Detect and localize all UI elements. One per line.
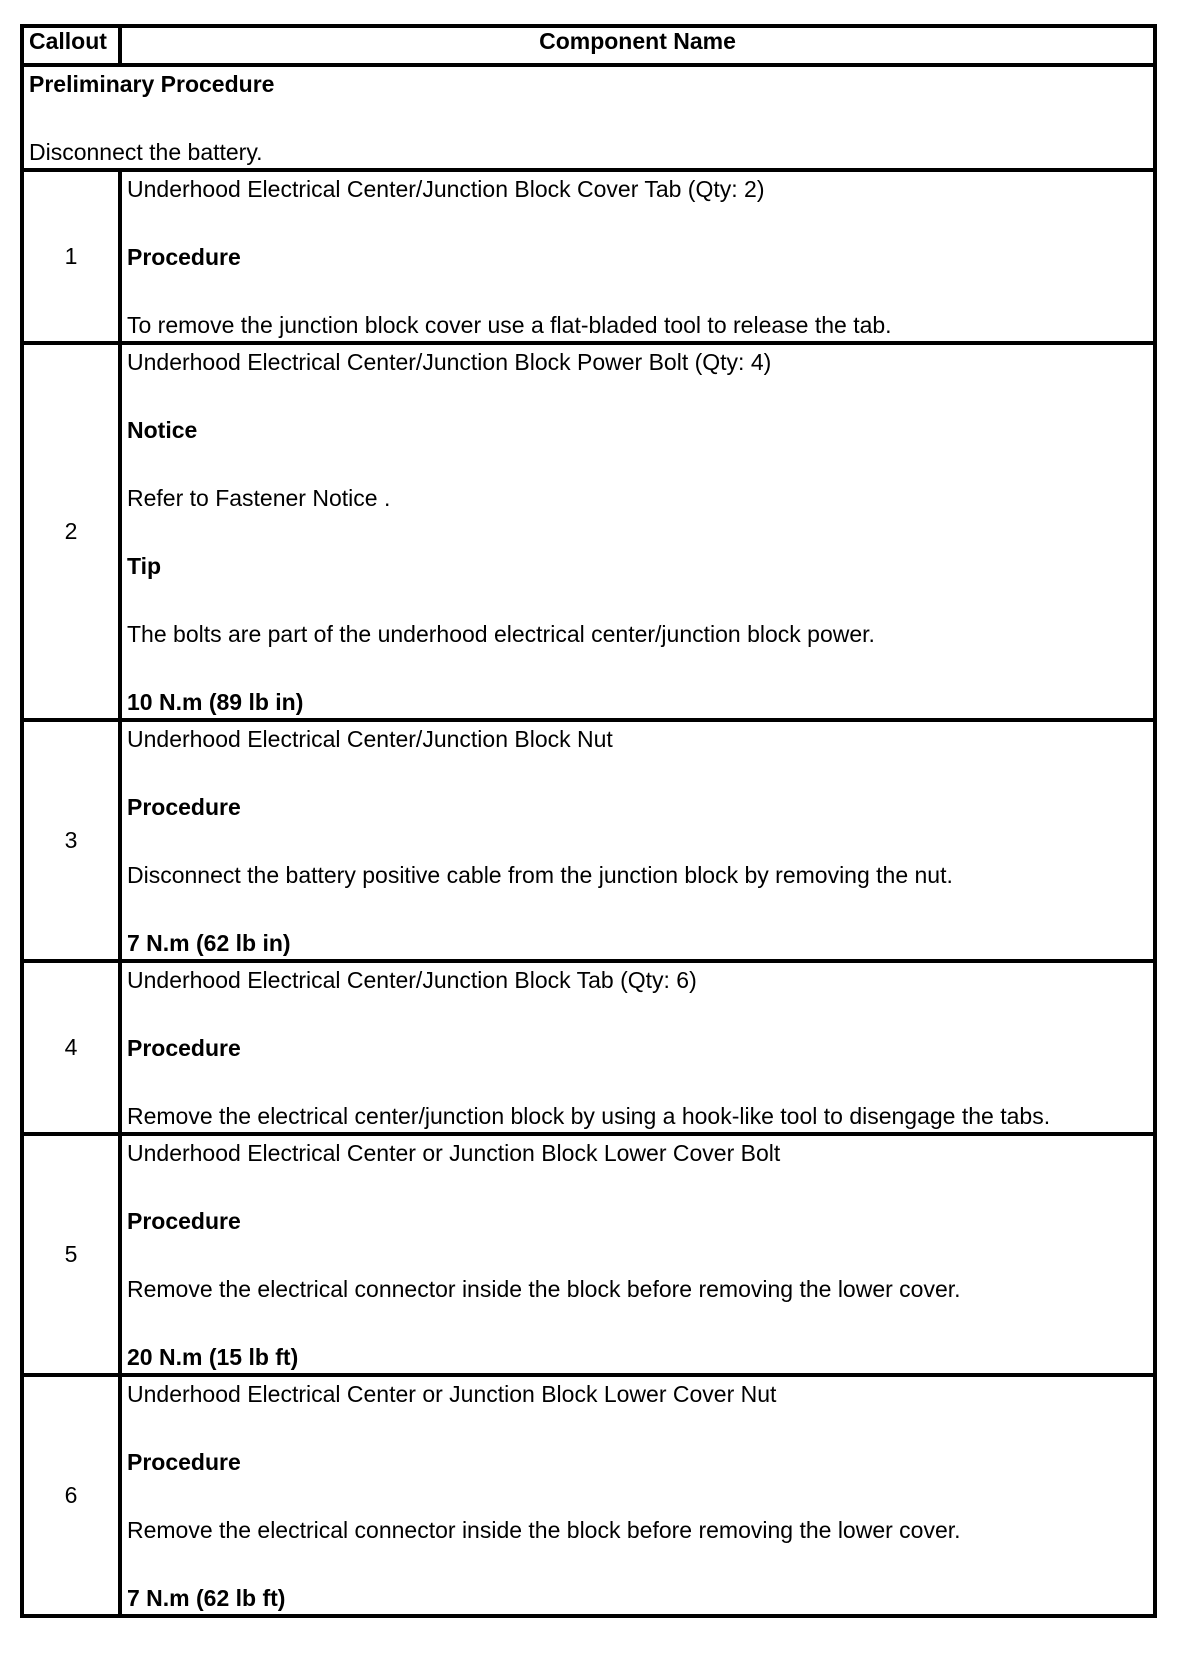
component-cell: [120, 343, 1155, 720]
component-name: Underhood Electrical Center/Junction Block Power Bolt (Qty: 4): [127, 349, 772, 375]
section-heading: Notice: [127, 417, 198, 443]
component-name: Underhood Electrical Center/Junction Block Cover Tab (Qty: 2): [127, 176, 765, 202]
torque-spec: 7 N.m (62 lb in): [127, 930, 291, 956]
section-heading: Procedure: [127, 1449, 241, 1475]
section-text: Disconnect the battery positive cable from the junction block by removing the nut.: [127, 862, 953, 888]
torque-spec: 10 N.m (89 lb in): [127, 689, 304, 715]
table-row: [22, 343, 1155, 720]
component-name: Underhood Electrical Center or Junction Block Lower Cover Nut: [127, 1381, 777, 1407]
table-row: [22, 1134, 1155, 1375]
preliminary-row: [22, 65, 1155, 170]
section-text: Remove the electrical connector inside the block before removing the lower cover.: [127, 1517, 961, 1543]
callout-column-header: Callout: [22, 26, 120, 65]
section-heading: Tip: [127, 553, 162, 579]
table-row: [22, 170, 1155, 343]
preliminary-title: Preliminary Procedure: [29, 71, 275, 97]
callout-number: 2: [22, 343, 120, 720]
section-text: The bolts are part of the underhood electrical center/junction block power.: [127, 621, 875, 647]
component-cell: [120, 1134, 1155, 1375]
table-row: [22, 961, 1155, 1134]
callout-number: 5: [22, 1134, 120, 1375]
component-cell: [120, 720, 1155, 961]
table-row: [22, 720, 1155, 961]
section-text: Remove the electrical center/junction block by using a hook-like tool to disengage the tabs.: [127, 1103, 1051, 1129]
callout-number: 4: [22, 961, 120, 1134]
torque-spec: 7 N.m (62 lb ft): [127, 1585, 286, 1611]
callout-number: 1: [22, 170, 120, 343]
section-text: Refer to Fastener Notice .: [127, 485, 391, 511]
procedure-table: [20, 24, 1157, 1618]
callout-number: 3: [22, 720, 120, 961]
header-row: [22, 26, 1155, 65]
preliminary-text: Disconnect the battery.: [29, 139, 263, 165]
component-cell: [120, 961, 1155, 1134]
section-heading: Procedure: [127, 1035, 241, 1061]
section-text: To remove the junction block cover use a flat-bladed tool to release the tab.: [127, 312, 892, 338]
table-row: [22, 1375, 1155, 1616]
section-heading: Procedure: [127, 794, 241, 820]
torque-spec: 20 N.m (15 lb ft): [127, 1344, 299, 1370]
component-name: Underhood Electrical Center or Junction Block Lower Cover Bolt: [127, 1140, 781, 1166]
section-heading: Procedure: [127, 1208, 241, 1234]
component-cell: [120, 1375, 1155, 1616]
component-column-header: Component Name: [120, 26, 1155, 65]
component-cell: [120, 170, 1155, 343]
component-name: Underhood Electrical Center/Junction Block Nut: [127, 726, 613, 752]
preliminary-cell: [22, 65, 1155, 170]
section-text: Remove the electrical connector inside the block before removing the lower cover.: [127, 1276, 961, 1302]
component-name: Underhood Electrical Center/Junction Block Tab (Qty: 6): [127, 967, 697, 993]
section-heading: Procedure: [127, 244, 241, 270]
callout-number: 6: [22, 1375, 120, 1616]
